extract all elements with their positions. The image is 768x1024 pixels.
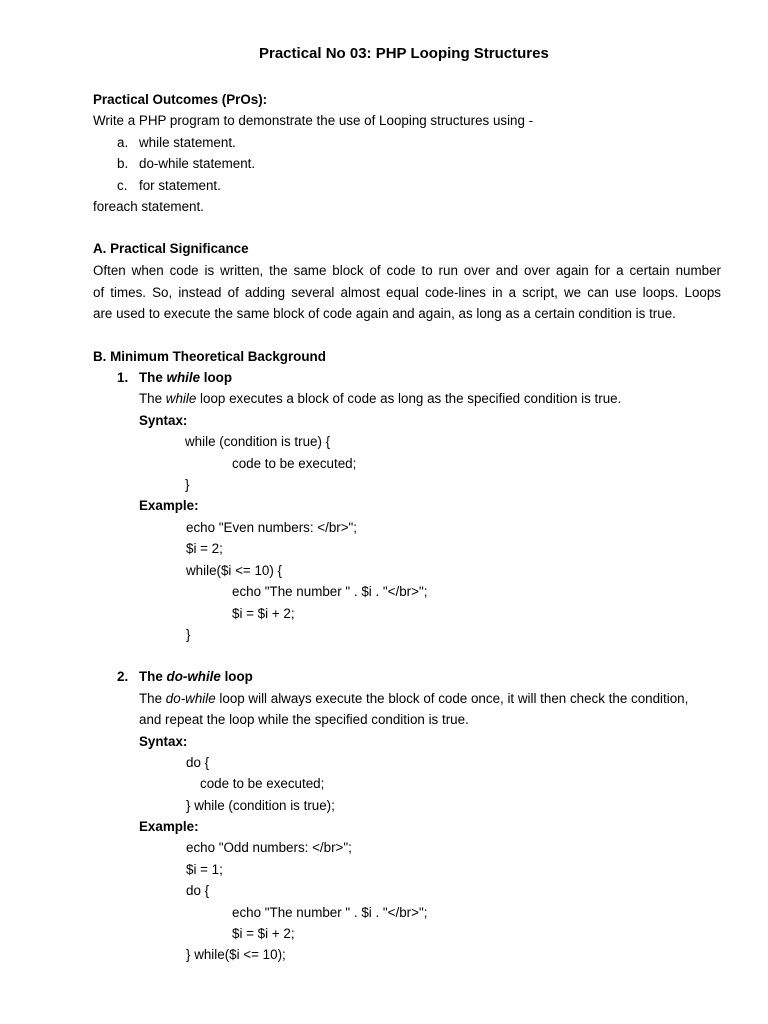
code-line: } while (condition is true); bbox=[186, 798, 335, 813]
code-line: } bbox=[186, 627, 191, 642]
background-heading: B. Minimum Theoretical Background bbox=[93, 349, 326, 364]
while-loop-description: The while loop executes a block of code as long as the specified condition is true. bbox=[139, 391, 622, 406]
code-line: $i = 1; bbox=[186, 862, 223, 877]
do-while-loop-description-cont: and repeat the loop while the specified condition is true. bbox=[139, 712, 469, 727]
code-line: code to be executed; bbox=[200, 776, 325, 791]
code-line: $i = 2; bbox=[186, 541, 223, 556]
do-while-loop-description: The do-while loop will always execute the block of code once, it will then check the condition, bbox=[139, 691, 689, 706]
code-line: $i = $i + 2; bbox=[232, 926, 295, 941]
significance-line: Often when code is written, the same block of code to run over and over again for a certain number bbox=[93, 263, 721, 278]
list-marker: c. bbox=[117, 178, 128, 193]
do-while-loop-title: The do-while loop bbox=[139, 669, 253, 684]
code-line: echo "The number " . $i . "</br>"; bbox=[232, 584, 428, 599]
list-item: while statement. bbox=[139, 135, 236, 150]
code-line: $i = $i + 2; bbox=[232, 606, 295, 621]
code-line: code to be executed; bbox=[232, 456, 357, 471]
outcomes-heading: Practical Outcomes (PrOs): bbox=[93, 92, 268, 107]
code-line: echo "Odd numbers: </br>"; bbox=[186, 840, 352, 855]
while-loop-title: The while loop bbox=[139, 370, 232, 385]
list-marker: a. bbox=[117, 135, 129, 150]
list-item: do-while statement. bbox=[139, 156, 256, 171]
section-number: 1. bbox=[117, 370, 129, 385]
code-line: do { bbox=[186, 755, 210, 770]
list-marker: b. bbox=[117, 156, 129, 171]
significance-line: of times. So, instead of adding several almost equal code-lines in a script, we can use loops. Loops bbox=[93, 285, 721, 300]
section-number: 2. bbox=[117, 669, 129, 684]
code-line: } while($i <= 10); bbox=[186, 947, 286, 962]
significance-line: are used to execute the same block of code again and again, as long as a certain condition is true. bbox=[93, 306, 676, 321]
code-line: echo "The number " . $i . "</br>"; bbox=[232, 905, 428, 920]
code-line: while (condition is true) { bbox=[185, 434, 331, 449]
list-item: for statement. bbox=[139, 178, 221, 193]
syntax-label: Syntax: bbox=[139, 734, 188, 749]
page-title: Practical No 03: PHP Looping Structures bbox=[259, 45, 549, 62]
code-line: while($i <= 10) { bbox=[186, 563, 283, 578]
code-line: } bbox=[185, 477, 190, 492]
syntax-label: Syntax: bbox=[139, 413, 188, 428]
example-label: Example: bbox=[139, 498, 199, 513]
outcomes-intro: Write a PHP program to demonstrate the use of Looping structures using - bbox=[93, 113, 534, 128]
code-line: echo "Even numbers: </br>"; bbox=[186, 520, 358, 535]
example-label: Example: bbox=[139, 819, 199, 834]
significance-heading: A. Practical Significance bbox=[93, 241, 249, 256]
outcomes-extra: foreach statement. bbox=[93, 199, 204, 214]
code-line: do { bbox=[186, 883, 210, 898]
